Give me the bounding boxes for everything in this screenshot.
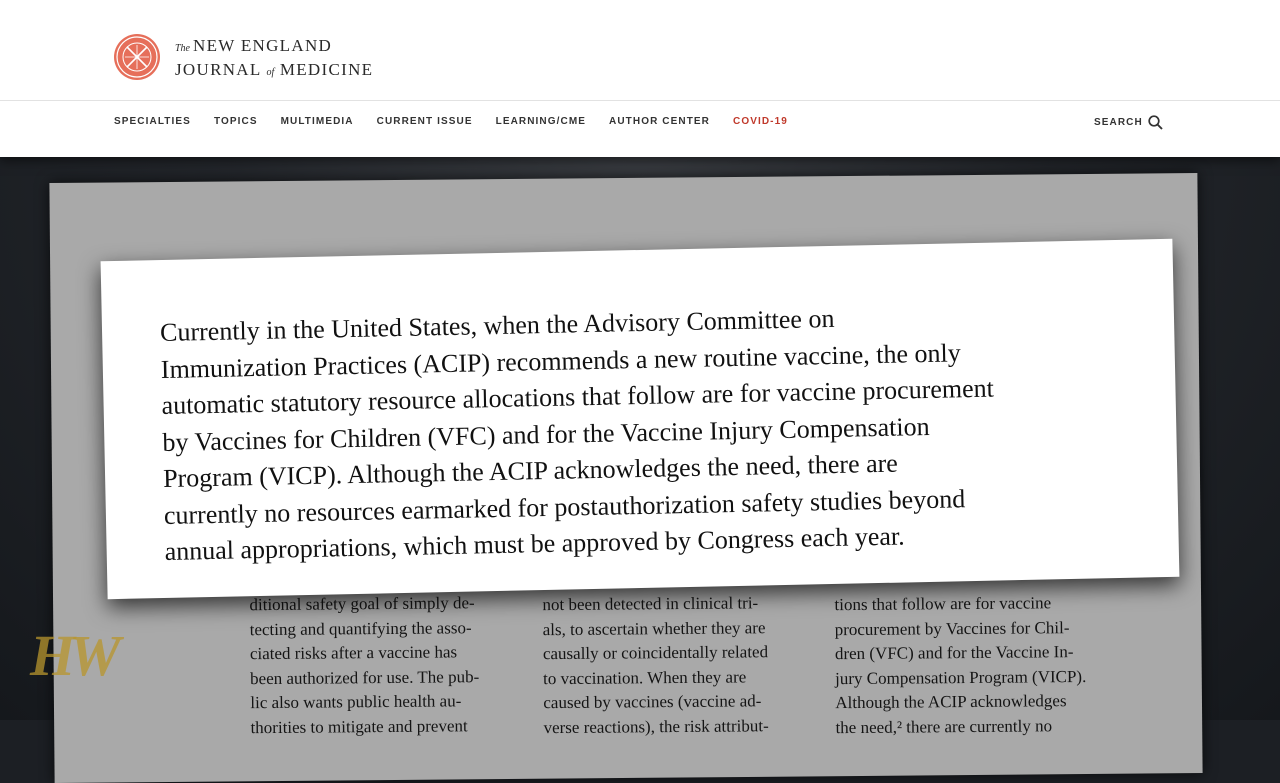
nav-covid-19[interactable]: COVID-19	[733, 116, 788, 127]
quote-line: by Vaccines for Children (VFC) and for the Vaccine Injury Compensation	[162, 411, 930, 457]
search-label: SEARCH	[1094, 117, 1143, 128]
column-line: ditional safety goal of simply de-	[249, 593, 475, 615]
quote-line: automatic statutory resource allocations that follow are for vaccine procurement	[161, 373, 995, 421]
quote-line: Currently in the United States, when the Advisory Committee on	[159, 303, 835, 348]
article-column-1	[249, 591, 522, 740]
nav-topics[interactable]: TOPICS	[213, 116, 258, 127]
watermark-text: HW	[30, 623, 115, 688]
column-line: ciated risks after a vaccine has	[249, 642, 458, 664]
search-icon	[1148, 115, 1163, 130]
column-line: causally or coincidentally related	[542, 642, 769, 664]
column-line: dren (VFC) and for the Vaccine In-	[834, 642, 1074, 664]
search-button[interactable]	[1094, 115, 1163, 130]
logo-medicine: MEDICINE	[279, 60, 374, 79]
nav-multimedia[interactable]: MULTIMEDIA	[280, 116, 354, 127]
nav-specialties[interactable]: SPECIALTIES	[114, 116, 191, 127]
column-line: not been detected in clinical tri-	[542, 593, 759, 615]
quote-line: currently no resources earmarked for postauthorization safety studies beyond	[163, 483, 966, 530]
logo-of: of	[266, 67, 275, 78]
nav-current-issue[interactable]: CURRENT ISSUE	[376, 116, 473, 127]
logo-journal: JOURNAL	[175, 60, 261, 79]
nav-author-center[interactable]: AUTHOR CENTER	[609, 116, 710, 127]
column-line: als, to ascertain whether they are	[542, 617, 766, 639]
logo-line1: NEW ENGLAND	[193, 36, 333, 55]
column-line: verse reactions), the risk attribut-	[543, 715, 769, 737]
quote-line: annual appropriations, which must be approved by Congress each year.	[164, 521, 905, 566]
column-line: Although the ACIP acknowledges	[835, 691, 1067, 713]
site-header	[0, 0, 1280, 157]
column-line: procurement by Vaccines for Chil-	[834, 617, 1070, 639]
column-line: lic also wants public health au-	[250, 691, 462, 713]
article-column-3	[834, 591, 1105, 740]
main-nav	[114, 116, 811, 132]
nejm-logo[interactable]	[175, 36, 373, 84]
column-line: caused by vaccines (vaccine ad-	[543, 691, 762, 713]
column-line: jury Compensation Program (VICP).	[835, 666, 1087, 688]
column-line: tecting and quantifying the asso-	[249, 617, 472, 639]
column-line: thorities to mitigate and prevent	[250, 715, 468, 737]
nejm-seal-icon[interactable]	[113, 33, 161, 81]
column-line: the need,² there are currently no	[835, 715, 1053, 737]
header-top	[0, 0, 1280, 101]
quote-line: Program (VICP). Although the ACIP acknowledges the need, there are	[162, 448, 899, 493]
column-line: tions that follow are for vaccine	[834, 593, 1052, 615]
quote-text	[160, 294, 1155, 570]
hw-watermark-logo	[26, 623, 134, 688]
column-line: been authorized for use. The pub-	[250, 666, 480, 688]
column-line: to vaccination. When they are	[543, 666, 747, 688]
nav-learning-cme[interactable]: LEARNING/CME	[495, 116, 587, 127]
logo-the: The	[175, 43, 190, 54]
article-column-2	[542, 591, 813, 740]
quote-line: Immunization Practices (ACIP) recommends a new routine vaccine, the only	[160, 337, 961, 384]
highlighted-quote-card	[101, 239, 1180, 599]
